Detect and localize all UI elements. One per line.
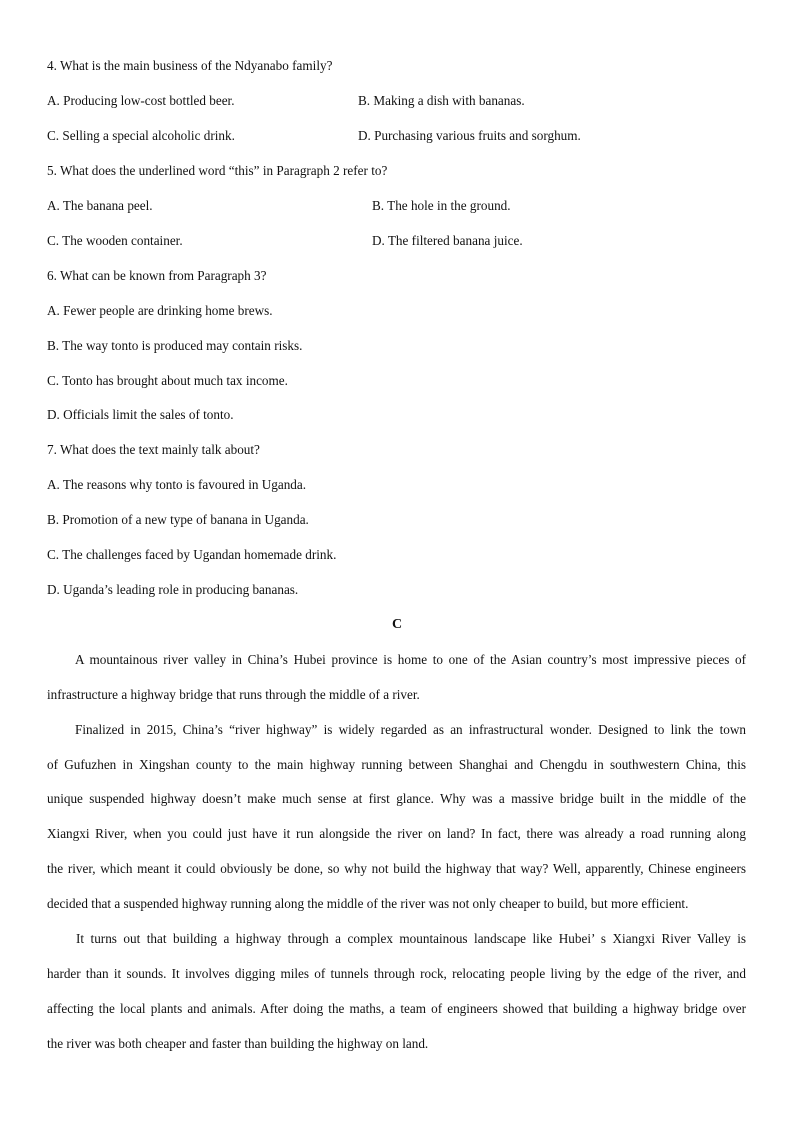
paragraph-3-line: It turns out that building a highway through a complex mountainous landscape like Hubei’ s Xiangxi River Valley is <box>76 931 746 946</box>
q6-option-c: C. Tonto has brought about much tax income. <box>47 373 288 388</box>
paragraph-3-line: the river was both cheaper and faster than building the highway on land. <box>47 1036 429 1051</box>
q5-option-c: C. The wooden container. <box>47 233 183 248</box>
q5-option-a: A. The banana peel. <box>47 198 153 213</box>
paragraph-1-line: infrastructure a highway bridge that runs through the middle of a river. <box>47 687 420 702</box>
paragraph-2-line: the river, which meant it could obviously be done, so why not build the highway that way? Well, apparently, Chinese engineers <box>47 861 746 876</box>
q7-option-a: A. The reasons why tonto is favoured in Uganda. <box>47 477 307 492</box>
q4-option-a: A. Producing low-cost bottled beer. <box>47 93 235 108</box>
q6-option-a: A. Fewer people are drinking home brews. <box>47 303 273 318</box>
paragraph-2-line: decided that a suspended highway running along the middle of the river was not only cheaper to build, but more efficient. <box>47 896 689 911</box>
paragraph-2-line: of Gufuzhen in Xingshan county to the main highway running between Shanghai and Chengdu in southwestern China, this <box>47 757 746 772</box>
q7-option-b: B. Promotion of a new type of banana in Uganda. <box>47 512 309 527</box>
paragraph-1-line: A mountainous river valley in China’s Hubei province is home to one of the Asian country’s most impressive pieces of <box>75 652 746 667</box>
q4-option-d: D. Purchasing various fruits and sorghum. <box>358 128 581 143</box>
paragraph-2-line: unique suspended highway doesn’t make much sense at first glance. Why was a massive bridge built in the middle of the <box>47 791 746 806</box>
q4-stem: 4. What is the main business of the Ndyanabo family? <box>47 58 333 73</box>
q5-stem: 5. What does the underlined word “this” in Paragraph 2 refer to? <box>47 163 388 178</box>
q7-option-d: D. Uganda’s leading role in producing bananas. <box>47 582 299 597</box>
q6-option-b: B. The way tonto is produced may contain risks. <box>47 338 303 353</box>
paragraph-3-line: harder than it sounds. It involves digging miles of tunnels through rock, relocating people living by the edge of the river, and <box>47 966 746 981</box>
q7-option-c: C. The challenges faced by Ugandan homemade drink. <box>47 547 337 562</box>
q7-stem: 7. What does the text mainly talk about? <box>47 442 260 457</box>
q6-option-d: D. Officials limit the sales of tonto. <box>47 407 234 422</box>
q4-option-c: C. Selling a special alcoholic drink. <box>47 128 235 143</box>
q5-option-b: B. The hole in the ground. <box>372 198 511 213</box>
paragraph-2-line: Finalized in 2015, China’s “river highway” is widely regarded as an infrastructural wonder. Designed to link the town <box>75 722 746 737</box>
q6-stem: 6. What can be known from Paragraph 3? <box>47 268 267 283</box>
q5-option-d: D. The filtered banana juice. <box>372 233 523 248</box>
paragraph-3-line: affecting the local plants and animals. After doing the maths, a team of engineers showed that building a highway bridge over <box>47 1001 746 1016</box>
paragraph-2-line: Xiangxi River, when you could just have it run alongside the river on land? In fact, there was already a road running along <box>47 826 746 841</box>
q4-option-b: B. Making a dish with bananas. <box>358 93 525 108</box>
section-heading: C <box>391 617 403 632</box>
